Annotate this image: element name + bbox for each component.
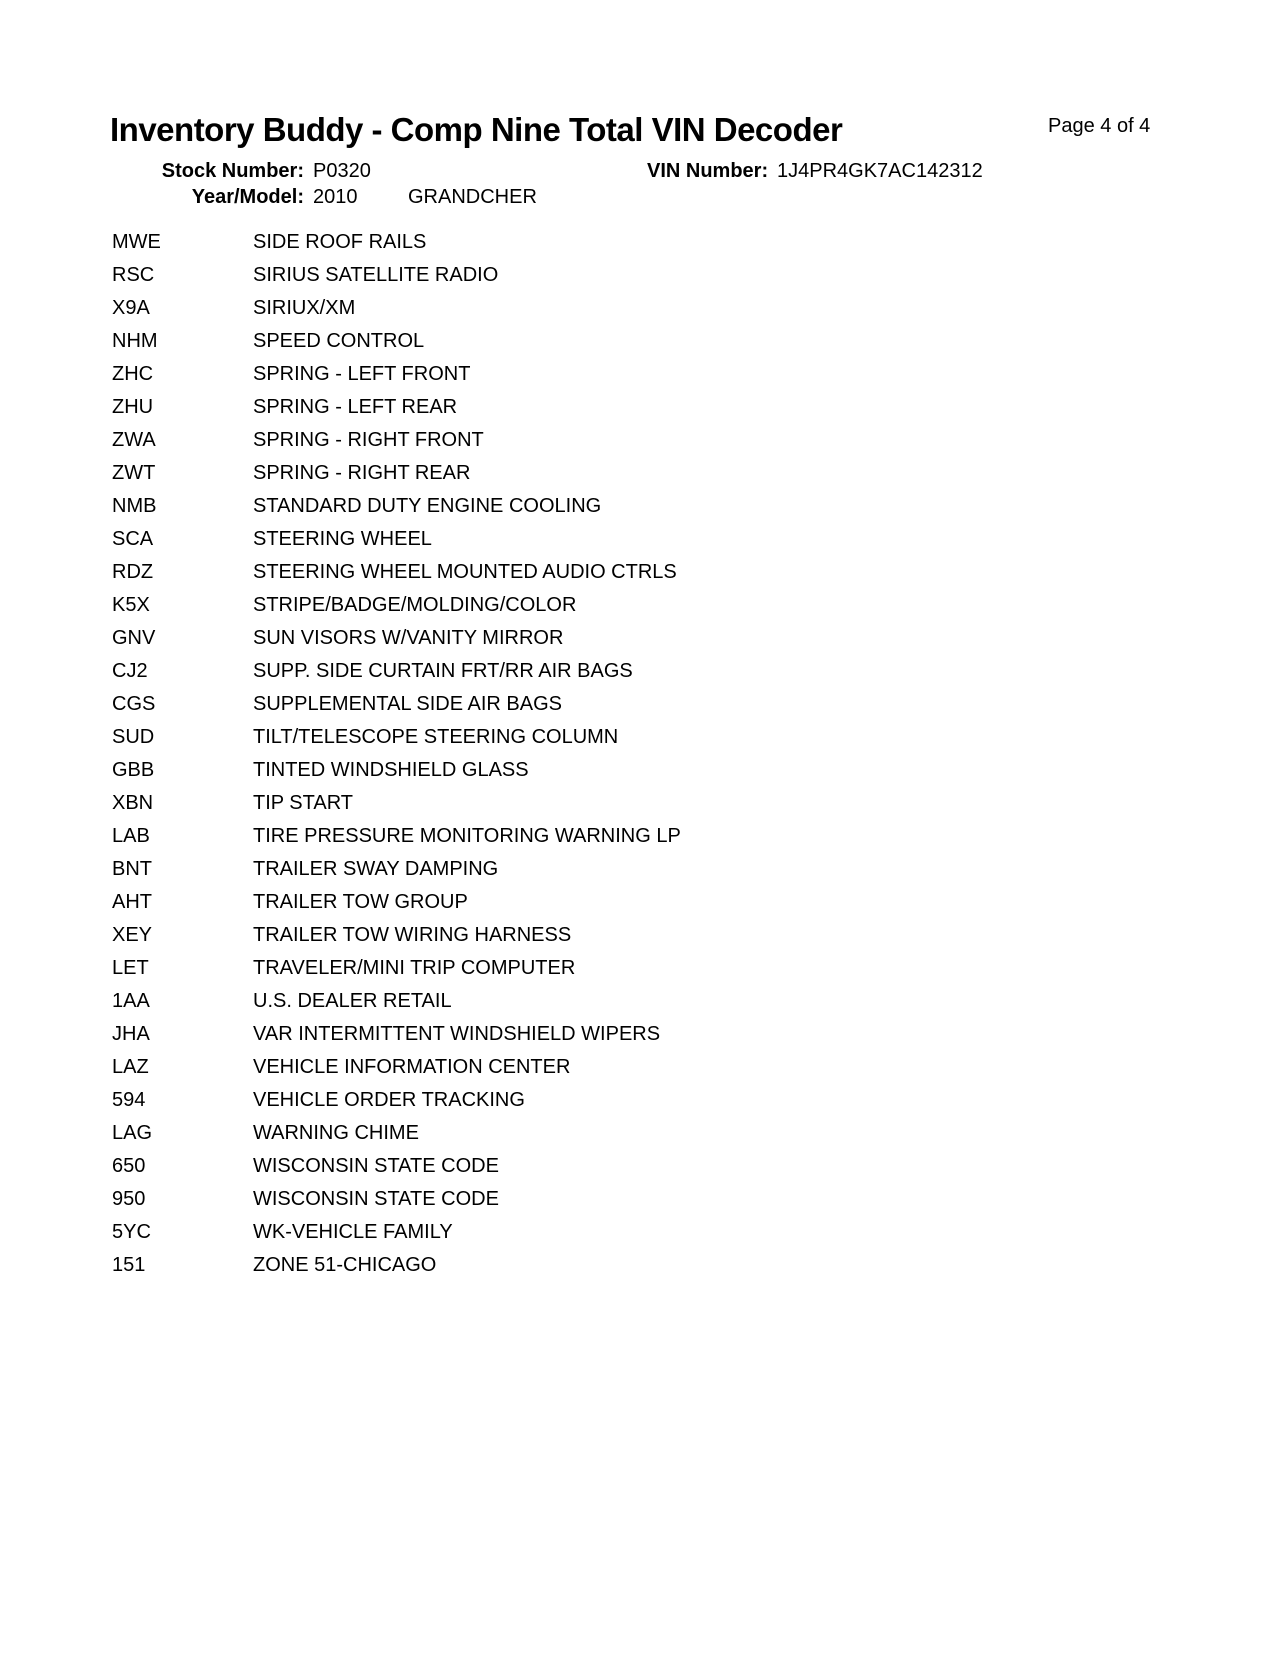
option-description: STANDARD DUTY ENGINE COOLING bbox=[253, 495, 602, 517]
vin-number-label: VIN Number: bbox=[647, 160, 769, 182]
option-description: TRAILER TOW WIRING HARNESS bbox=[253, 924, 572, 946]
option-code: ZHC bbox=[112, 363, 154, 385]
option-code: CGS bbox=[112, 693, 156, 715]
option-code: 594 bbox=[112, 1089, 146, 1111]
option-description: WISCONSIN STATE CODE bbox=[253, 1188, 499, 1210]
vin-number-value: 1J4PR4GK7AC142312 bbox=[777, 160, 983, 182]
option-description: SIRIUX/XM bbox=[253, 297, 356, 319]
option-description: SPRING - LEFT FRONT bbox=[253, 363, 471, 385]
option-code: K5X bbox=[112, 594, 150, 616]
option-description: TILT/TELESCOPE STEERING COLUMN bbox=[253, 726, 619, 748]
option-code: SUD bbox=[112, 726, 155, 748]
option-code: 5YC bbox=[112, 1221, 151, 1243]
option-code: 650 bbox=[112, 1155, 146, 1177]
option-row bbox=[0, 391, 1280, 424]
option-codes-list bbox=[0, 226, 1280, 1282]
option-description: SPRING - RIGHT REAR bbox=[253, 462, 471, 484]
option-row bbox=[0, 1150, 1280, 1183]
option-row bbox=[0, 1117, 1280, 1150]
option-row bbox=[0, 226, 1280, 259]
option-code: RSC bbox=[112, 264, 155, 286]
option-code: BNT bbox=[112, 858, 152, 880]
option-row bbox=[0, 424, 1280, 457]
option-code: AHT bbox=[112, 891, 152, 913]
option-description: ZONE 51-CHICAGO bbox=[253, 1254, 437, 1276]
year-model-label: Year/Model: bbox=[191, 186, 304, 208]
option-description: SIDE ROOF RAILS bbox=[253, 231, 427, 253]
option-description: SUPPLEMENTAL SIDE AIR BAGS bbox=[253, 693, 562, 715]
option-description: STRIPE/BADGE/MOLDING/COLOR bbox=[253, 594, 577, 616]
option-description: TINTED WINDSHIELD GLASS bbox=[253, 759, 529, 781]
option-code: ZHU bbox=[112, 396, 154, 418]
option-row bbox=[0, 523, 1280, 556]
option-row bbox=[0, 919, 1280, 952]
option-description: VEHICLE INFORMATION CENTER bbox=[253, 1056, 571, 1078]
option-code: ZWA bbox=[112, 429, 156, 451]
option-description: TIP START bbox=[253, 792, 354, 814]
option-description: VEHICLE ORDER TRACKING bbox=[253, 1089, 525, 1111]
option-description: SPEED CONTROL bbox=[253, 330, 425, 352]
option-code: NHM bbox=[112, 330, 158, 352]
stock-number-value: P0320 bbox=[313, 160, 371, 182]
option-description: SUN VISORS W/VANITY MIRROR bbox=[253, 627, 564, 649]
option-code: SCA bbox=[112, 528, 154, 550]
option-row bbox=[0, 259, 1280, 292]
option-row bbox=[0, 655, 1280, 688]
option-code: MWE bbox=[112, 231, 161, 253]
option-code: NMB bbox=[112, 495, 157, 517]
year-value: 2010 bbox=[313, 186, 358, 208]
option-row bbox=[0, 952, 1280, 985]
option-row bbox=[0, 853, 1280, 886]
option-code: GNV bbox=[112, 627, 156, 649]
option-description: TRAILER TOW GROUP bbox=[253, 891, 468, 913]
option-description: SUPP. SIDE CURTAIN FRT/RR AIR BAGS bbox=[253, 660, 633, 682]
option-description: TRAILER SWAY DAMPING bbox=[253, 858, 499, 880]
option-row bbox=[0, 721, 1280, 754]
option-code: LAB bbox=[112, 825, 150, 847]
option-row bbox=[0, 886, 1280, 919]
option-row bbox=[0, 1018, 1280, 1051]
option-description: WK-VEHICLE FAMILY bbox=[253, 1221, 453, 1243]
option-code: JHA bbox=[112, 1023, 150, 1045]
option-code: CJ2 bbox=[112, 660, 148, 682]
option-row bbox=[0, 292, 1280, 325]
option-row bbox=[0, 1183, 1280, 1216]
stock-number-label: Stock Number: bbox=[161, 160, 304, 182]
option-row bbox=[0, 754, 1280, 787]
option-code: 151 bbox=[112, 1254, 146, 1276]
option-description: STEERING WHEEL MOUNTED AUDIO CTRLS bbox=[253, 561, 677, 583]
option-code: X9A bbox=[112, 297, 150, 319]
option-description: VAR INTERMITTENT WINDSHIELD WIPERS bbox=[253, 1023, 661, 1045]
option-row bbox=[0, 457, 1280, 490]
option-code: XBN bbox=[112, 792, 154, 814]
option-description: TRAVELER/MINI TRIP COMPUTER bbox=[253, 957, 576, 979]
option-row bbox=[0, 1084, 1280, 1117]
option-code: 950 bbox=[112, 1188, 146, 1210]
option-code: LAG bbox=[112, 1122, 153, 1144]
option-row bbox=[0, 556, 1280, 589]
option-row bbox=[0, 1051, 1280, 1084]
option-row bbox=[0, 688, 1280, 721]
option-row bbox=[0, 325, 1280, 358]
option-code: LET bbox=[112, 957, 149, 979]
option-description: TIRE PRESSURE MONITORING WARNING LP bbox=[253, 825, 681, 847]
model-value: GRANDCHER bbox=[408, 186, 537, 208]
option-code: RDZ bbox=[112, 561, 154, 583]
option-row bbox=[0, 820, 1280, 853]
option-description: STEERING WHEEL bbox=[253, 528, 432, 550]
option-row bbox=[0, 622, 1280, 655]
option-description: SIRIUS SATELLITE RADIO bbox=[253, 264, 499, 286]
option-row bbox=[0, 1216, 1280, 1249]
option-row bbox=[0, 358, 1280, 391]
option-row bbox=[0, 490, 1280, 523]
option-description: U.S. DEALER RETAIL bbox=[253, 990, 452, 1012]
option-description: WISCONSIN STATE CODE bbox=[253, 1155, 499, 1177]
option-description: SPRING - RIGHT FRONT bbox=[253, 429, 484, 451]
option-code: 1AA bbox=[112, 990, 150, 1012]
option-description: SPRING - LEFT REAR bbox=[253, 396, 458, 418]
option-row bbox=[0, 787, 1280, 820]
option-description: WARNING CHIME bbox=[253, 1122, 419, 1144]
option-code: GBB bbox=[112, 759, 155, 781]
page-title: Inventory Buddy - Comp Nine Total VIN Decoder bbox=[110, 111, 843, 148]
page-number-indicator: Page 4 of 4 bbox=[1048, 115, 1151, 137]
option-code: ZWT bbox=[112, 462, 156, 484]
option-row bbox=[0, 985, 1280, 1018]
option-code: XEY bbox=[112, 924, 153, 946]
option-code: LAZ bbox=[112, 1056, 149, 1078]
option-row bbox=[0, 1249, 1280, 1282]
option-row bbox=[0, 589, 1280, 622]
